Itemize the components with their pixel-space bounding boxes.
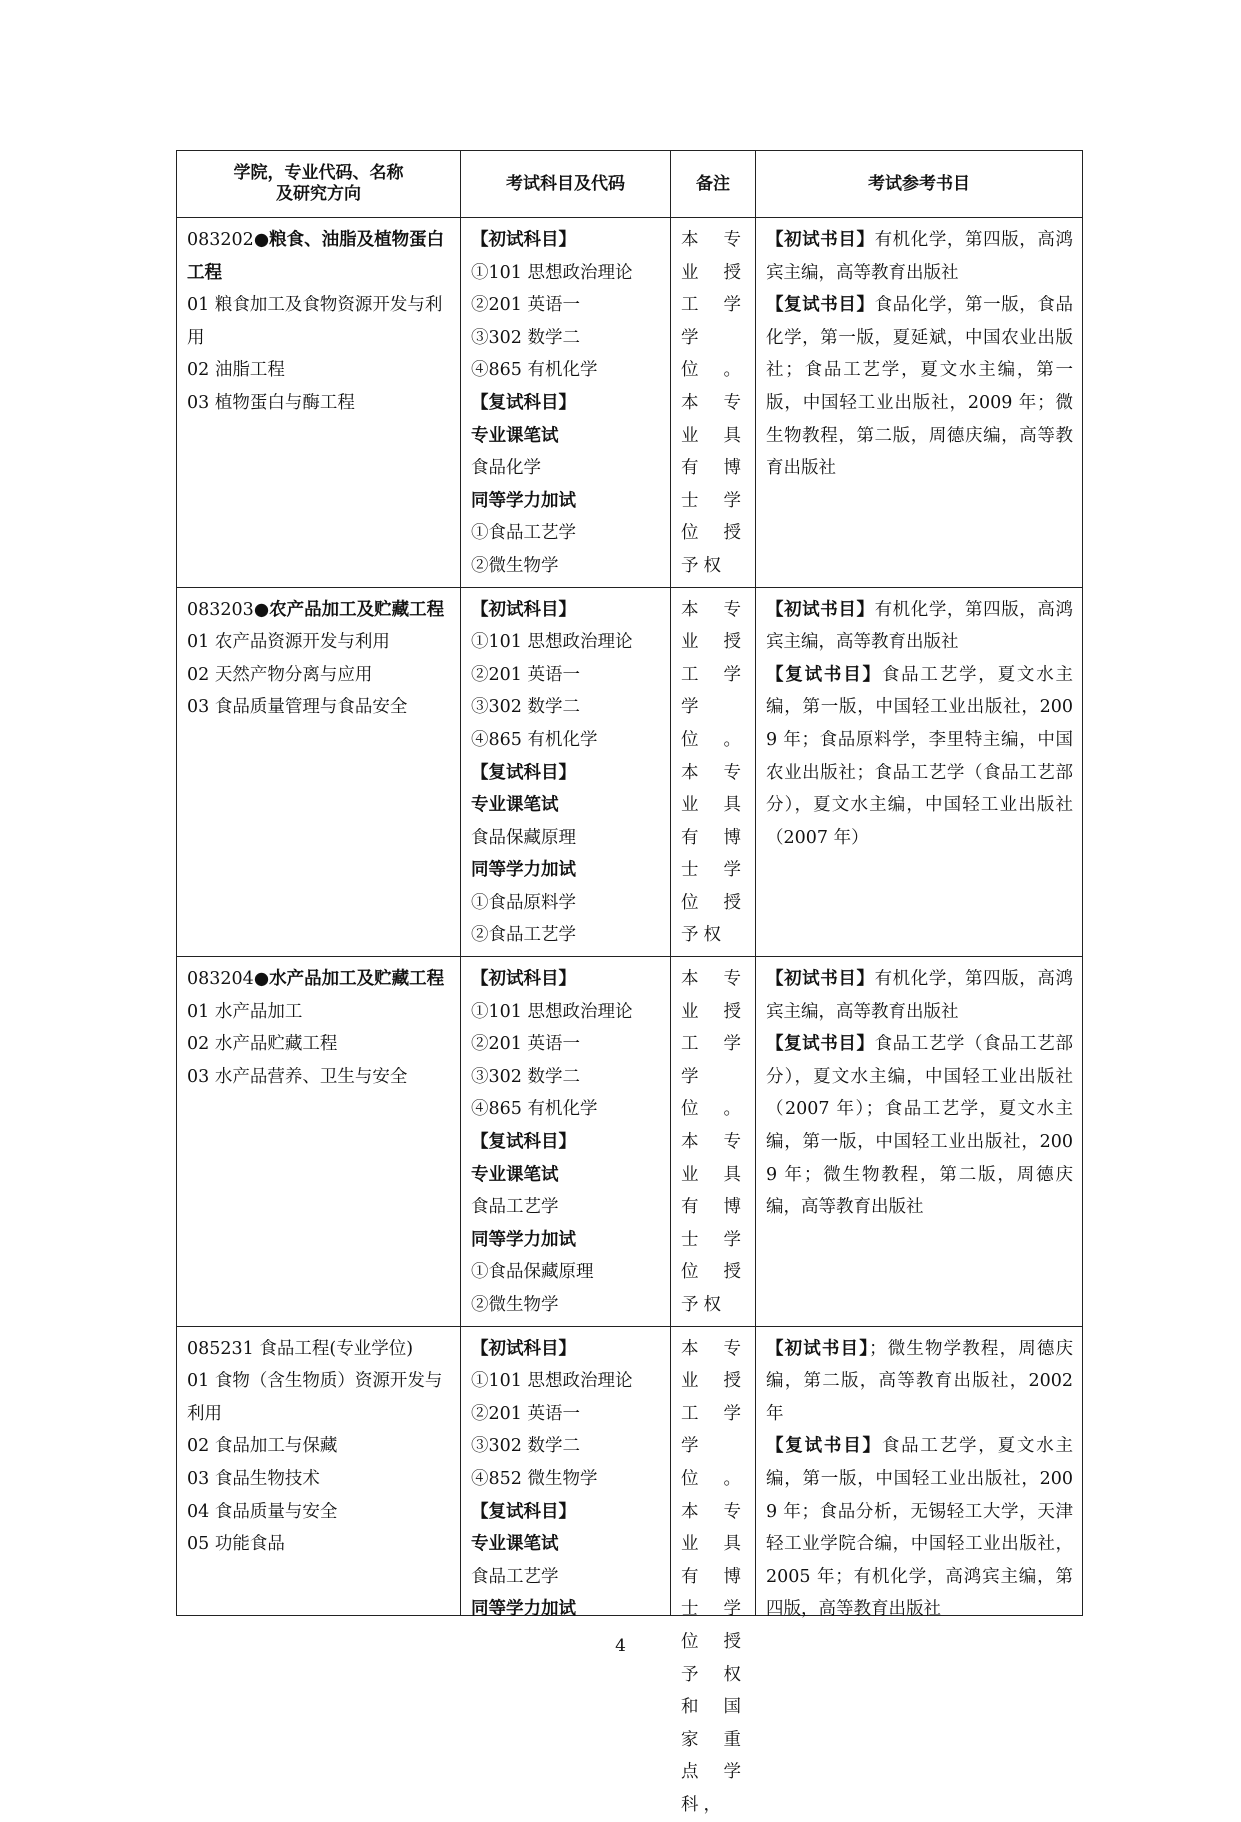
remark-text: 本专业授工学学位。本专业具有博士学位授予权 bbox=[681, 599, 746, 946]
table-row bbox=[177, 957, 1083, 1327]
subject-line: 食品工艺学 bbox=[471, 1197, 559, 1218]
book-entry bbox=[766, 1028, 1073, 1224]
subject-line: ①食品工艺学 bbox=[471, 523, 576, 544]
remark-text: 本专业授工学学位。本专业具有博士学位授予权 bbox=[681, 969, 746, 1315]
subject-line: 食品化学 bbox=[471, 458, 541, 479]
subject-line: 【复试科目】 bbox=[471, 762, 576, 783]
subject-line: ④865 有机化学 bbox=[471, 729, 598, 750]
subject-line: 专业课笔试 bbox=[471, 1164, 559, 1185]
subject-line: ①食品保藏原理 bbox=[471, 1262, 594, 1283]
subject-line: ②微生物学 bbox=[471, 1295, 559, 1315]
remark-text: 本专业授工学学位。本专业具有博士学位授予权和国家重点学科， bbox=[681, 1338, 746, 1815]
subject-line: 【复试科目】 bbox=[471, 1132, 576, 1153]
major-cell bbox=[177, 1326, 461, 1615]
book-entry bbox=[766, 963, 1073, 1028]
book-label: 【复试书目】 bbox=[766, 1436, 882, 1457]
book-text: 食品工艺学，夏文水主编，第一版，中国轻工业出版社，2009 年；食品原料学，李里特主编，中国农业出版社；食品工艺学（食品工艺部分），夏文水主编，中国轻工业出版社（2007 年） bbox=[766, 664, 1074, 848]
books-cell bbox=[756, 218, 1083, 588]
research-direction: 04 食品质量与安全 bbox=[187, 1501, 338, 1522]
subject-line: ①101 思想政治理论 bbox=[471, 1001, 633, 1022]
major-cell bbox=[177, 957, 461, 1327]
research-direction: 02 水产品贮藏工程 bbox=[187, 1034, 338, 1055]
research-direction: 01 水产品加工 bbox=[187, 1001, 303, 1022]
subjects-cell bbox=[461, 218, 671, 588]
table-header-row bbox=[177, 151, 1083, 218]
research-direction: 02 油脂工程 bbox=[187, 360, 285, 381]
book-entry bbox=[766, 1430, 1073, 1626]
major-code: 083203 bbox=[187, 599, 254, 620]
book-label: 【初试书目】 bbox=[766, 969, 875, 990]
subject-line: 同等学力加试 bbox=[471, 1599, 576, 1620]
subject-line: ②微生物学 bbox=[471, 555, 559, 576]
subject-line: 【初试科目】 bbox=[471, 1338, 576, 1359]
book-text: 有机化学，第四版，高鸿宾主编，高等教育出版社 bbox=[766, 230, 1073, 283]
subject-line: ③302 数学二 bbox=[471, 1436, 580, 1457]
subject-line: ③302 数学二 bbox=[471, 1066, 580, 1087]
research-direction: 03 食品生物技术 bbox=[187, 1468, 320, 1489]
major-cell bbox=[177, 218, 461, 588]
major-title bbox=[187, 963, 451, 996]
major-name: ●水产品加工及贮藏工程 bbox=[253, 969, 445, 990]
header-remark: 备注 bbox=[671, 151, 756, 218]
research-direction: 01 农产品资源开发与利用 bbox=[187, 632, 390, 653]
subject-line: 【初试科目】 bbox=[471, 599, 576, 620]
book-label: 【复试书目】 bbox=[766, 664, 882, 685]
book-text: 有机化学，第四版，高鸿宾主编，高等教育出版社 bbox=[766, 969, 1073, 1022]
subjects-cell bbox=[461, 957, 671, 1327]
subject-line: 【复试科目】 bbox=[471, 392, 576, 413]
remark-cell bbox=[671, 1326, 756, 1815]
book-entry bbox=[766, 594, 1073, 659]
subject-line: ②201 英语一 bbox=[471, 1034, 580, 1055]
subject-line: 专业课笔试 bbox=[471, 795, 559, 816]
header-books: 考试参考书目 bbox=[756, 151, 1083, 218]
research-direction: 01 粮食加工及食物资源开发与利用 bbox=[187, 295, 443, 348]
major-title bbox=[187, 1333, 451, 1366]
table-row bbox=[177, 1326, 1083, 1615]
research-direction: 03 食品质量管理与食品安全 bbox=[187, 697, 408, 718]
book-text: 食品化学，第一版，食品化学，第一版，夏延斌，中国农业出版社；食品工艺学，夏文水主编，第一版，中国轻工业出版社，2009 年；微生物教程，第二版，周德庆编，高等教育出版社 bbox=[766, 295, 1073, 479]
table-body bbox=[177, 218, 1083, 1815]
major-code: 083204 bbox=[187, 969, 254, 990]
remark-text: 本专业授工学学位。本专业具有博士学位授予权 bbox=[681, 230, 746, 576]
page-number: 4 bbox=[615, 1636, 626, 1656]
book-label: 【初试书目】 bbox=[766, 230, 875, 250]
book-label: 【初试书目】 bbox=[766, 599, 875, 620]
major-name: ●农产品加工及贮藏工程 bbox=[253, 599, 445, 620]
subject-line: ②201 英语一 bbox=[471, 1403, 580, 1424]
research-direction: 03 植物蛋白与酶工程 bbox=[187, 392, 355, 413]
subject-line: ②食品工艺学 bbox=[471, 925, 576, 946]
major-cell bbox=[177, 587, 461, 957]
subject-line: ③302 数学二 bbox=[471, 697, 580, 718]
subject-line: 【初试科目】 bbox=[471, 230, 576, 250]
subjects-cell bbox=[461, 587, 671, 957]
research-direction: 03 水产品营养、卫生与安全 bbox=[187, 1066, 408, 1087]
book-text: ；微生物学教程，周德庆编，第二版，高等教育出版社，2002 年 bbox=[766, 1338, 1073, 1424]
book-entry bbox=[766, 289, 1073, 485]
subject-line: 同等学力加试 bbox=[471, 1229, 576, 1250]
books-cell bbox=[756, 957, 1083, 1327]
subject-line: 食品工艺学 bbox=[471, 1566, 559, 1587]
subject-line: ③302 数学二 bbox=[471, 327, 580, 348]
subject-line: ①101 思想政治理论 bbox=[471, 262, 633, 283]
remark-cell bbox=[671, 218, 756, 588]
subject-line: ①101 思想政治理论 bbox=[471, 632, 633, 653]
table-row bbox=[177, 587, 1083, 957]
book-entry bbox=[766, 1333, 1073, 1431]
books-cell bbox=[756, 1326, 1083, 1620]
major-name: ●粮食、油脂及植物蛋白工程 bbox=[187, 230, 445, 283]
subject-line: 专业课笔试 bbox=[471, 1534, 559, 1555]
research-direction: 02 天然产物分离与应用 bbox=[187, 664, 373, 685]
subject-line: 【复试科目】 bbox=[471, 1501, 576, 1522]
subject-line: ④865 有机化学 bbox=[471, 360, 598, 381]
research-direction: 02 食品加工与保藏 bbox=[187, 1436, 338, 1457]
book-text: 食品工艺学，夏文水主编，第一版，中国轻工业出版社，2009 年；食品分析，无锡轻工大学，天津轻工业学院合编，中国轻工业出版社，2005 年；有机化学，高鸿宾主编，第四版，高等教育出版社 bbox=[766, 1436, 1074, 1620]
research-direction: 01 食物（含生物质）资源开发与利用 bbox=[187, 1371, 443, 1424]
subject-line: 食品保藏原理 bbox=[471, 827, 576, 848]
subject-line: ④852 微生物学 bbox=[471, 1468, 598, 1489]
major-title bbox=[187, 594, 451, 627]
admissions-table bbox=[176, 150, 1083, 1815]
subject-line: ②201 英语一 bbox=[471, 295, 580, 316]
subject-line: 专业课笔试 bbox=[471, 425, 559, 446]
subjects-cell bbox=[461, 1326, 671, 1620]
subject-line: ①食品原料学 bbox=[471, 892, 576, 913]
subject-line: 同等学力加试 bbox=[471, 860, 576, 881]
subject-line: 同等学力加试 bbox=[471, 490, 576, 511]
remark-cell bbox=[671, 587, 756, 957]
book-label: 【复试书目】 bbox=[766, 295, 875, 316]
subject-line: ④865 有机化学 bbox=[471, 1099, 598, 1120]
remark-cell bbox=[671, 957, 756, 1327]
books-cell bbox=[756, 587, 1083, 957]
major-code: 083202 bbox=[187, 230, 254, 250]
header-subjects: 考试科目及代码 bbox=[461, 151, 671, 218]
book-text: 有机化学，第四版，高鸿宾主编，高等教育出版社 bbox=[766, 599, 1073, 653]
research-direction: 05 功能食品 bbox=[187, 1534, 285, 1555]
major-name: 食品工程(专业学位) bbox=[253, 1338, 414, 1359]
header-major: 学院，专业代码、名称 及研究方向 bbox=[177, 151, 461, 218]
book-entry bbox=[766, 659, 1073, 855]
major-code: 085231 bbox=[187, 1338, 254, 1359]
table-row bbox=[177, 218, 1083, 588]
subject-line: ②201 英语一 bbox=[471, 664, 580, 685]
book-entry bbox=[766, 224, 1073, 289]
major-title bbox=[187, 224, 451, 289]
book-text: 食品工艺学（食品工艺部分），夏文水主编，中国轻工业出版社（2007 年）；食品工艺学，夏文水主编，第一版，中国轻工业出版社，2009 年；微生物教程，第二版，周德庆编，高等教育出版社 bbox=[766, 1034, 1073, 1218]
book-label: 【复试书目】 bbox=[766, 1034, 875, 1055]
subject-line: 【初试科目】 bbox=[471, 969, 576, 990]
subject-line: ①101 思想政治理论 bbox=[471, 1371, 633, 1392]
book-label: 【初试书目】 bbox=[766, 1338, 870, 1359]
